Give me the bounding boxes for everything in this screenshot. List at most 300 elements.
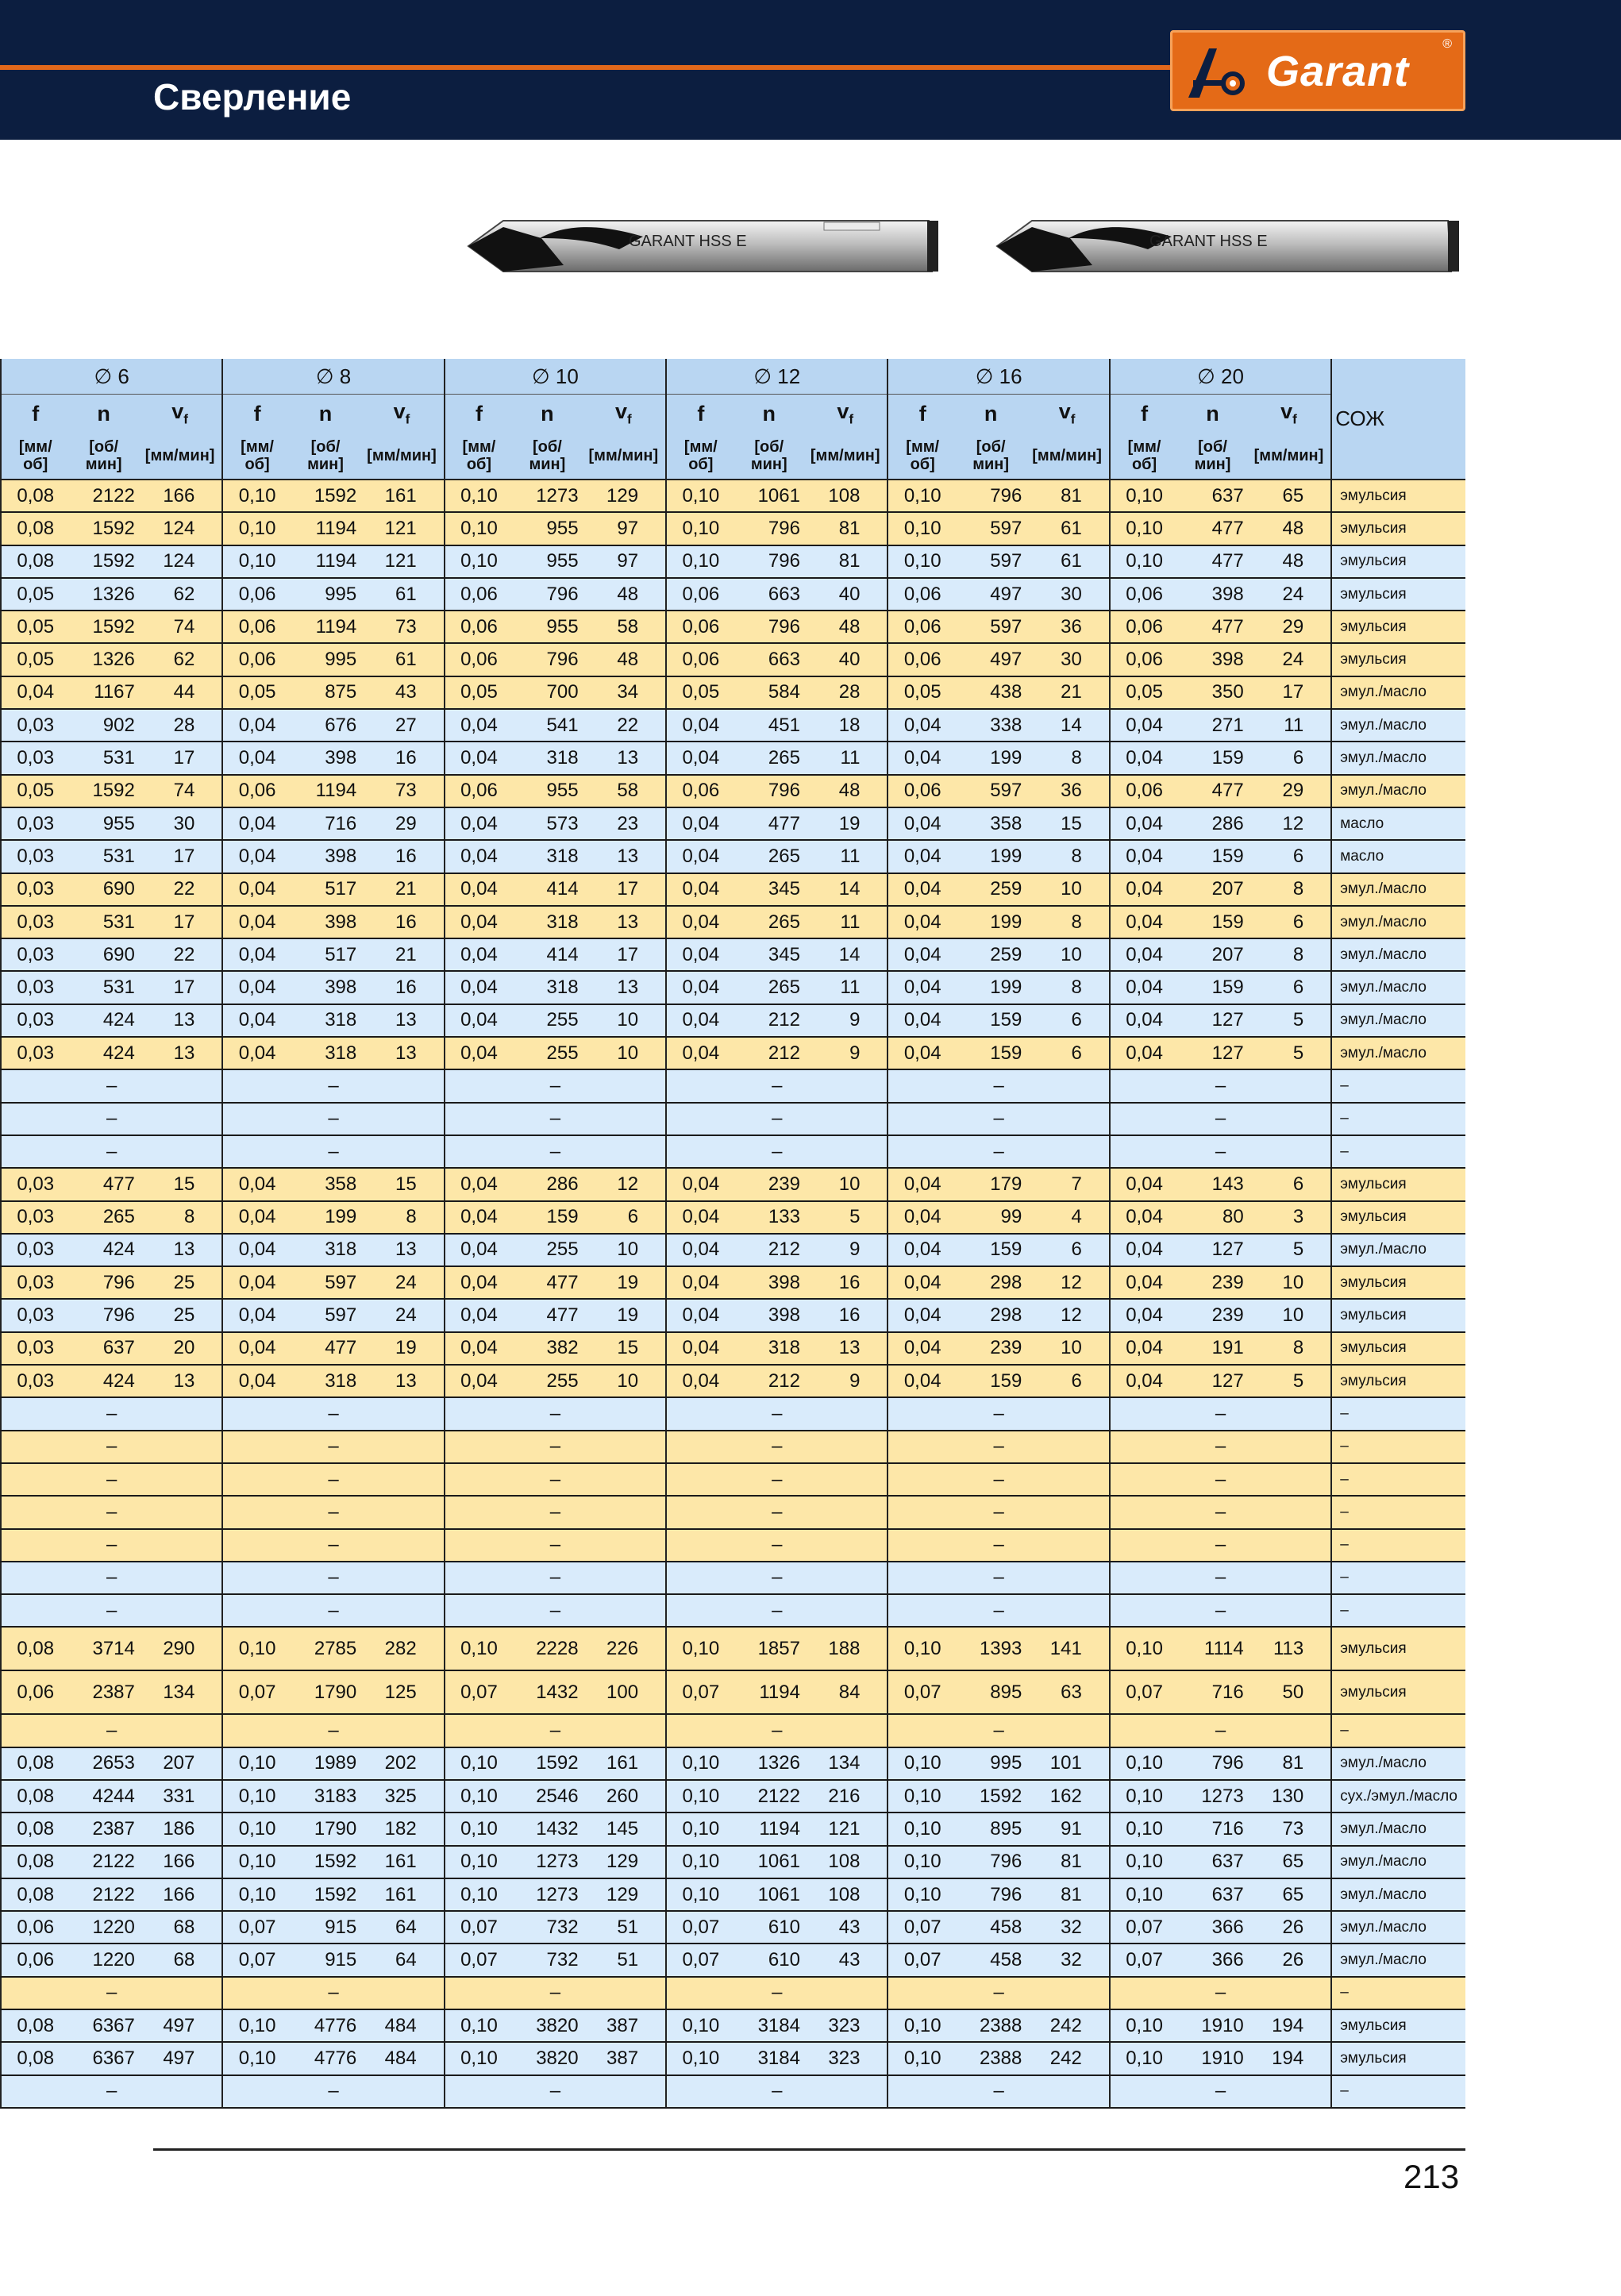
speed-unit-line: мин] <box>1194 456 1231 473</box>
feed-cell: 0,10 <box>222 545 291 578</box>
speed-cell: 255 <box>513 1365 581 1397</box>
speed-cell: 271 <box>1178 709 1246 742</box>
speed-cell: 637 <box>69 1332 137 1365</box>
empty-cell: – <box>888 1496 1109 1528</box>
speed-cell: 424 <box>69 1004 137 1037</box>
feedrate-cell: 74 <box>138 775 222 807</box>
speed-cell: 690 <box>69 873 137 906</box>
speed-cell: 1592 <box>957 1780 1025 1813</box>
speed-cell: 676 <box>291 709 360 742</box>
coolant-cell: эмул./масло <box>1331 1234 1465 1266</box>
feed-cell: 0,04 <box>666 1234 734 1266</box>
speed-cell: 531 <box>69 742 137 774</box>
feedrate-cell: 124 <box>138 545 222 578</box>
feedrate-cell: 108 <box>803 1846 888 1878</box>
table-row <box>1 709 1465 742</box>
feed-cell: 0,08 <box>1 512 69 545</box>
table-row <box>1 545 1465 578</box>
feedrate-cell: 323 <box>803 2042 888 2074</box>
speed-cell: 345 <box>735 938 803 971</box>
feed-cell: 0,06 <box>222 611 291 643</box>
speed-cell: 259 <box>957 938 1025 971</box>
speed-cell: 2653 <box>69 1747 137 1780</box>
feedrate-cell: 24 <box>360 1266 444 1299</box>
feed-cell: 0,10 <box>888 1627 956 1670</box>
feedrate-cell: 6 <box>1247 840 1332 873</box>
feed-cell: 0,04 <box>888 906 956 938</box>
feedrate-unit: [мм/мин] <box>360 433 444 480</box>
speed-cell: 127 <box>1178 1365 1246 1397</box>
feed-cell: 0,10 <box>445 1747 513 1780</box>
speed-cell: 796 <box>1178 1747 1246 1780</box>
speed-cell: 1273 <box>513 1846 581 1878</box>
feedrate-cell: 216 <box>803 1780 888 1813</box>
feed-cell: 0,04 <box>1110 1037 1178 1069</box>
feedrate-symbol: v <box>614 399 628 424</box>
feed-cell: 0,04 <box>1110 709 1178 742</box>
empty-cell: – <box>1110 1594 1331 1627</box>
feedrate-cell: 8 <box>1025 840 1110 873</box>
feedrate-cell: 11 <box>1247 709 1332 742</box>
feed-cell: 0,03 <box>1 1201 69 1234</box>
speed-cell: 796 <box>735 545 803 578</box>
speed-cell: 398 <box>291 906 360 938</box>
speed-cell: 318 <box>291 1365 360 1397</box>
speed-cell: 398 <box>735 1299 803 1331</box>
speed-cell: 796 <box>735 775 803 807</box>
feed-cell: 0,10 <box>888 512 956 545</box>
feedrate-cell: 10 <box>582 1365 667 1397</box>
speed-cell: 477 <box>1178 512 1246 545</box>
feedrate-cell: 61 <box>360 643 444 676</box>
speed-cell: 4776 <box>291 2009 360 2042</box>
table-row <box>1 971 1465 1004</box>
feedrate-cell: 29 <box>1247 775 1332 807</box>
coolant-cell: эмул./масло <box>1331 1747 1465 1780</box>
feed-cell: 0,04 <box>222 709 291 742</box>
speed-cell: 955 <box>513 512 581 545</box>
feed-cell: 0,07 <box>445 1944 513 1976</box>
empty-cell: – <box>222 1103 444 1135</box>
empty-cell: – <box>445 1714 666 1747</box>
feedrate-subscript: f <box>849 411 854 427</box>
feedrate-cell: 24 <box>1247 578 1332 611</box>
feedrate-cell: 26 <box>1247 1911 1332 1944</box>
feedrate-cell: 11 <box>803 906 888 938</box>
feedrate-cell: 36 <box>1025 611 1110 643</box>
speed-cell: 159 <box>957 1234 1025 1266</box>
empty-cell: – <box>445 1562 666 1594</box>
feed-cell: 0,10 <box>1110 545 1178 578</box>
feedrate-cell: 161 <box>360 1846 444 1878</box>
speed-cell: 796 <box>957 1878 1025 1911</box>
table-row <box>1 1594 1465 1627</box>
feedrate-cell: 202 <box>360 1747 444 1780</box>
feedrate-cell: 242 <box>1025 2042 1110 2074</box>
coolant-cell: – <box>1331 2075 1465 2108</box>
feed-cell: 0,10 <box>445 1846 513 1878</box>
speed-cell: 796 <box>957 1846 1025 1878</box>
feedrate-cell: 5 <box>1247 1234 1332 1266</box>
feedrate-cell: 161 <box>360 480 444 512</box>
feed-cell: 0,06 <box>1 1670 69 1714</box>
feed-cell: 0,04 <box>1110 1234 1178 1266</box>
empty-cell: – <box>445 1069 666 1102</box>
feed-cell: 0,10 <box>666 2042 734 2074</box>
speed-cell: 2122 <box>69 1878 137 1911</box>
table-row <box>1 1911 1465 1944</box>
feedrate-cell: 51 <box>582 1911 667 1944</box>
coolant-cell: эмул./масло <box>1331 1813 1465 1845</box>
feed-cell: 0,04 <box>222 938 291 971</box>
feedrate-cell: 166 <box>138 1846 222 1878</box>
empty-cell: – <box>222 1496 444 1528</box>
speed-cell: 477 <box>513 1266 581 1299</box>
coolant-cell: эмул./масло <box>1331 1004 1465 1037</box>
speed-cell: 424 <box>69 1234 137 1266</box>
speed-unit-line: [об/ <box>310 438 341 456</box>
feed-cell: 0,04 <box>445 1234 513 1266</box>
feedrate-cell: 34 <box>582 676 667 709</box>
feedrate-symbol: v <box>171 399 184 424</box>
feed-cell: 0,04 <box>445 742 513 774</box>
feed-unit-line: [мм/ <box>241 438 274 456</box>
feed-cell: 0,10 <box>222 1878 291 1911</box>
speed-cell: 1167 <box>69 676 137 709</box>
feedrate-cell: 29 <box>360 807 444 840</box>
feed-cell: 0,03 <box>1 1332 69 1365</box>
empty-cell: – <box>445 1529 666 1562</box>
speed-cell: 1857 <box>735 1627 803 1670</box>
feedrate-cell: 10 <box>582 1004 667 1037</box>
table-row <box>1 1496 1465 1528</box>
speed-cell: 477 <box>1178 545 1246 578</box>
speed-cell: 3820 <box>513 2009 581 2042</box>
feed-cell: 0,03 <box>1 1266 69 1299</box>
feedrate-cell: 15 <box>582 1332 667 1365</box>
speed-cell: 663 <box>735 578 803 611</box>
empty-cell: – <box>888 1594 1109 1627</box>
feed-cell: 0,04 <box>1110 742 1178 774</box>
feed-cell: 0,04 <box>1110 1266 1178 1299</box>
coolant-cell: – <box>1331 1496 1465 1528</box>
speed-cell: 732 <box>513 1944 581 1976</box>
feedrate-cell: 91 <box>1025 1813 1110 1845</box>
feed-cell: 0,04 <box>1110 1201 1178 1234</box>
feedrate-cell: 17 <box>582 938 667 971</box>
feedrate-cell: 145 <box>582 1813 667 1845</box>
feed-cell: 0,06 <box>666 643 734 676</box>
coolant-cell: эмул./масло <box>1331 906 1465 938</box>
feed-cell: 0,04 <box>888 1266 956 1299</box>
feed-cell: 0,04 <box>666 840 734 873</box>
feedrate-cell: 8 <box>1247 1332 1332 1365</box>
feed-cell: 0,04 <box>222 1299 291 1331</box>
empty-cell: – <box>1 1069 222 1102</box>
feed-cell: 0,04 <box>666 709 734 742</box>
feedrate-cell: 48 <box>1247 545 1332 578</box>
speed-cell: 796 <box>69 1299 137 1331</box>
feed-cell: 0,04 <box>222 906 291 938</box>
feed-cell: 0,06 <box>445 578 513 611</box>
feed-cell: 0,06 <box>666 578 734 611</box>
speed-cell: 159 <box>1178 840 1246 873</box>
table-row <box>1 512 1465 545</box>
table-row <box>1 1878 1465 1911</box>
speed-cell: 207 <box>1178 938 1246 971</box>
speed-cell: 265 <box>735 742 803 774</box>
speed-unit-line: мин] <box>750 456 787 473</box>
feedrate-header <box>360 395 444 433</box>
feed-cell: 0,05 <box>888 676 956 709</box>
speed-cell: 345 <box>735 873 803 906</box>
speed-cell: 1592 <box>69 512 137 545</box>
speed-cell: 2387 <box>69 1813 137 1845</box>
speed-cell: 1061 <box>735 480 803 512</box>
diameter-header: ∅ 16 <box>888 359 1109 395</box>
coolant-cell: эмульсия <box>1331 2009 1465 2042</box>
feed-cell: 0,08 <box>1 1878 69 1911</box>
coolant-cell: эмул./масло <box>1331 971 1465 1004</box>
feedrate-cell: 13 <box>582 906 667 938</box>
speed-cell: 1592 <box>291 1878 360 1911</box>
feed-unit-line: [мм/ <box>18 438 52 456</box>
logo-registered-mark: ® <box>1442 37 1452 51</box>
table-row <box>1 1529 1465 1562</box>
feed-cell: 0,06 <box>1110 578 1178 611</box>
feed-unit-line: об] <box>466 456 492 473</box>
feed-cell: 0,06 <box>222 775 291 807</box>
speed-cell: 80 <box>1178 1201 1246 1234</box>
speed-cell: 398 <box>1178 643 1246 676</box>
feedrate-cell: 4 <box>1025 1201 1110 1234</box>
feed-cell: 0,04 <box>666 1299 734 1331</box>
feed-cell: 0,08 <box>1 1813 69 1845</box>
speed-cell: 637 <box>1178 1846 1246 1878</box>
table-row <box>1 1004 1465 1037</box>
feedrate-symbol: v <box>1058 399 1071 424</box>
feed-cell: 0,04 <box>666 1332 734 1365</box>
feed-cell: 0,04 <box>666 1266 734 1299</box>
speed-cell: 1061 <box>735 1878 803 1911</box>
feedrate-symbol: v <box>393 399 406 424</box>
speed-cell: 517 <box>291 873 360 906</box>
coolant-cell: эмульсия <box>1331 1365 1465 1397</box>
speed-cell: 477 <box>291 1332 360 1365</box>
table-row <box>1 2042 1465 2074</box>
speed-cell: 179 <box>957 1168 1025 1200</box>
feed-cell: 0,10 <box>445 2009 513 2042</box>
feedrate-cell: 17 <box>138 971 222 1004</box>
feedrate-symbol: v <box>1280 399 1293 424</box>
feedrate-cell: 81 <box>1025 1846 1110 1878</box>
feed-cell: 0,07 <box>666 1944 734 1976</box>
speed-cell: 1393 <box>957 1627 1025 1670</box>
speed-unit-line: [об/ <box>976 438 1006 456</box>
table-row <box>1 1135 1465 1168</box>
empty-cell: – <box>888 1431 1109 1463</box>
speed-cell: 159 <box>1178 742 1246 774</box>
feedrate-cell: 6 <box>1025 1234 1110 1266</box>
feedrate-cell: 113 <box>1247 1627 1332 1670</box>
feedrate-cell: 19 <box>360 1332 444 1365</box>
feed-cell: 0,04 <box>666 906 734 938</box>
feed-cell: 0,06 <box>1110 775 1178 807</box>
feedrate-cell: 10 <box>582 1234 667 1266</box>
empty-cell: – <box>1 1529 222 1562</box>
feedrate-cell: 22 <box>582 709 667 742</box>
empty-cell: – <box>222 1431 444 1463</box>
drill-label-2: GARANT HSS E <box>1149 233 1268 250</box>
feed-cell: 0,04 <box>888 938 956 971</box>
speed-cell: 1592 <box>69 545 137 578</box>
empty-cell: – <box>1110 1496 1331 1528</box>
feedrate-cell: 26 <box>1247 1944 1332 1976</box>
speed-unit <box>735 433 803 480</box>
feedrate-cell: 14 <box>803 938 888 971</box>
feed-cell: 0,10 <box>666 2009 734 2042</box>
feedrate-cell: 16 <box>360 742 444 774</box>
speed-cell: 902 <box>69 709 137 742</box>
feed-cell: 0,10 <box>222 1747 291 1780</box>
feedrate-header <box>1247 395 1332 433</box>
feed-cell: 0,03 <box>1 938 69 971</box>
table-header <box>1 359 1465 480</box>
feed-cell: 0,04 <box>1110 873 1178 906</box>
feedrate-cell: 65 <box>1247 480 1332 512</box>
empty-cell: – <box>222 1594 444 1627</box>
feedrate-cell: 24 <box>360 1299 444 1331</box>
empty-cell: – <box>1 1562 222 1594</box>
speed-cell: 318 <box>513 971 581 1004</box>
empty-cell: – <box>888 1135 1109 1168</box>
speed-cell: 895 <box>957 1813 1025 1845</box>
feedrate-cell: 20 <box>138 1332 222 1365</box>
feedrate-cell: 6 <box>1025 1365 1110 1397</box>
speed-cell: 1194 <box>735 1670 803 1714</box>
empty-cell: – <box>1110 1714 1331 1747</box>
feed-unit-line: [мм/ <box>462 438 496 456</box>
feed-cell: 0,10 <box>445 1780 513 1813</box>
coolant-cell: эмул./масло <box>1331 775 1465 807</box>
speed-cell: 159 <box>1178 906 1246 938</box>
feed-cell: 0,10 <box>1110 1846 1178 1878</box>
feedrate-cell: 9 <box>803 1004 888 1037</box>
table-body <box>1 480 1465 2108</box>
coolant-cell: – <box>1331 1594 1465 1627</box>
feedrate-cell: 282 <box>360 1627 444 1670</box>
feedrate-cell: 13 <box>138 1004 222 1037</box>
speed-cell: 143 <box>1178 1168 1246 1200</box>
speed-cell: 350 <box>1178 676 1246 709</box>
speed-cell: 298 <box>957 1266 1025 1299</box>
feedrate-cell: 207 <box>138 1747 222 1780</box>
feedrate-cell: 81 <box>1025 480 1110 512</box>
feed-cell: 0,06 <box>1110 611 1178 643</box>
feedrate-cell: 13 <box>360 1234 444 1266</box>
feedrate-cell: 162 <box>1025 1780 1110 1813</box>
feedrate-cell: 3 <box>1247 1201 1332 1234</box>
speed-cell: 497 <box>957 578 1025 611</box>
feed-cell: 0,04 <box>1110 971 1178 1004</box>
speed-unit <box>291 433 360 480</box>
feedrate-cell: 13 <box>582 742 667 774</box>
feed-cell: 0,03 <box>1 906 69 938</box>
feed-cell: 0,04 <box>888 742 956 774</box>
speed-cell: 398 <box>291 840 360 873</box>
feedrate-cell: 484 <box>360 2009 444 2042</box>
empty-cell: – <box>222 1397 444 1430</box>
speed-unit-line: мин] <box>307 456 344 473</box>
feed-cell: 0,04 <box>888 1168 956 1200</box>
speed-cell: 358 <box>957 807 1025 840</box>
feedrate-cell: 166 <box>138 480 222 512</box>
feedrate-cell: 48 <box>803 775 888 807</box>
feed-cell: 0,05 <box>1 578 69 611</box>
table-row <box>1 2075 1465 2108</box>
feedrate-cell: 25 <box>138 1299 222 1331</box>
table-row <box>1 1397 1465 1430</box>
empty-cell: – <box>666 2075 888 2108</box>
feedrate-cell: 18 <box>803 709 888 742</box>
feed-cell: 0,04 <box>222 873 291 906</box>
header-orange-line <box>0 65 1175 70</box>
feedrate-unit: [мм/мин] <box>1247 433 1332 480</box>
feed-unit <box>666 433 734 480</box>
speed-cell: 414 <box>513 938 581 971</box>
feed-cell: 0,04 <box>888 971 956 1004</box>
feed-cell: 0,10 <box>445 2042 513 2074</box>
speed-cell: 2387 <box>69 1670 137 1714</box>
feed-cell: 0,07 <box>445 1670 513 1714</box>
feedrate-cell: 40 <box>803 578 888 611</box>
feedrate-symbol: v <box>837 399 849 424</box>
feed-cell: 0,06 <box>666 775 734 807</box>
feedrate-cell: 226 <box>582 1627 667 1670</box>
feedrate-cell: 21 <box>360 873 444 906</box>
empty-cell: – <box>1110 1529 1331 1562</box>
table-row <box>1 578 1465 611</box>
feedrate-cell: 12 <box>1025 1299 1110 1331</box>
feed-cell: 0,07 <box>666 1670 734 1714</box>
feedrate-header <box>803 395 888 433</box>
feed-cell: 0,04 <box>445 1332 513 1365</box>
feedrate-cell: 22 <box>138 873 222 906</box>
diameter-header: ∅ 6 <box>1 359 222 395</box>
speed-cell: 239 <box>1178 1266 1246 1299</box>
feedrate-cell: 58 <box>582 775 667 807</box>
feedrate-cell: 30 <box>138 807 222 840</box>
feedrate-cell: 64 <box>360 1911 444 1944</box>
feed-cell: 0,04 <box>1110 1004 1178 1037</box>
feed-cell: 0,04 <box>1110 1365 1178 1397</box>
feed-cell: 0,04 <box>1110 807 1178 840</box>
table-row <box>1 840 1465 873</box>
feed-unit-line: [мм/ <box>683 438 718 456</box>
coolant-cell: – <box>1331 1714 1465 1747</box>
feed-cell: 0,04 <box>1 676 69 709</box>
feed-cell: 0,04 <box>666 1037 734 1069</box>
feedrate-unit: [мм/мин] <box>582 433 667 480</box>
coolant-cell: эмульсия <box>1331 1299 1465 1331</box>
feedrate-cell: 11 <box>803 840 888 873</box>
speed-cell: 318 <box>291 1004 360 1037</box>
coolant-cell: – <box>1331 1431 1465 1463</box>
speed-cell: 4244 <box>69 1780 137 1813</box>
speed-cell: 127 <box>1178 1037 1246 1069</box>
empty-cell: – <box>888 2075 1109 2108</box>
speed-unit-line: мин] <box>85 456 122 473</box>
